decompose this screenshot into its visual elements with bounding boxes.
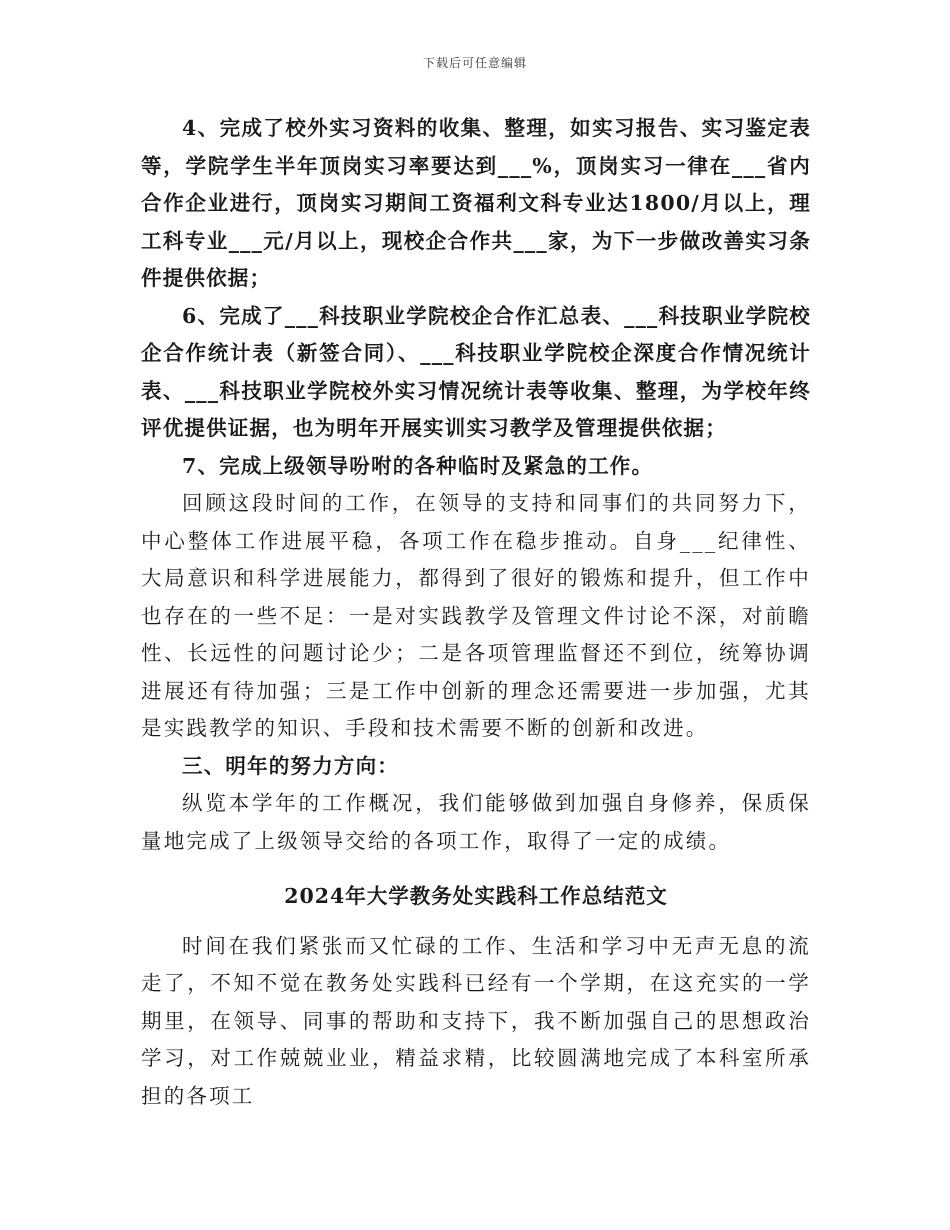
document-body: [141, 110, 811, 1115]
paragraph-item-7: 7、完成上级领导吩咐的各种临时及紧急的工作。: [182, 453, 654, 478]
paragraph-intro: 时间在我们紧张而又忙碌的工作、生活和学习中无声无息的流走了，不知不觉在教务处实践科已经有一个学期，在这充实的一学期里，在领导、同事的帮助和支持下，我不断加强自己的思想政治学习，对工作兢兢业业，精益求精，比较圆满地完成了本科室所承担的各项工: [141, 933, 811, 1108]
page-header: 下载后可任意编辑: [422, 56, 527, 70]
document-title: 2024年大学教务处实践科工作总结范文: [284, 884, 668, 908]
paragraph-item-6: 6、完成了___科技职业学院校企合作汇总表、___科技职业学院校企合作统计表（新签合同）、___科技职业学院校企深度合作情况统计表、___科技职业学院校外实习情况统计表等收集、整理，为学校年终评优提供证据，也为明年开展实训实习教学及管理提供依据；: [141, 303, 811, 440]
paragraph-overview: 纵览本学年的工作概况，我们能够做到加强自身修养，保质保量地完成了上级领导交给的各项工作，取得了一定的成绩。: [141, 791, 811, 853]
paragraph-review: 回顾这段时间的工作，在领导的支持和同事们的共同努力下，中心整体工作进展平稳，各项工作在稳步推动。自身___纪律性、大局意识和科学进展能力，都得到了很好的锻炼和提升，但工作中也存在的一些不足：一是对实践教学及管理文件讨论不深，对前瞻性、长远性的问题讨论少；二是各项管理监督还不到位，统筹协调进展还有待加强；三是工作中创新的理念还需要进一步加强，尤其是实践教学的知识、手段和技术需要不断的创新和改进。: [141, 491, 811, 740]
section-heading-next-year: 三、明年的努力方向：: [182, 753, 399, 778]
paragraph-item-4: 4、完成了校外实习资料的收集、整理，如实习报告、实习鉴定表等，学院学生半年顶岗实习率要达到___%，顶岗实习一律在___省内合作企业进行，顶岗实习期间工资福利文科专业达1800/月以上，理工科专业___元/月以上，现校企合作共___家，为下一步做改善实习条件提供依据；: [141, 116, 811, 290]
